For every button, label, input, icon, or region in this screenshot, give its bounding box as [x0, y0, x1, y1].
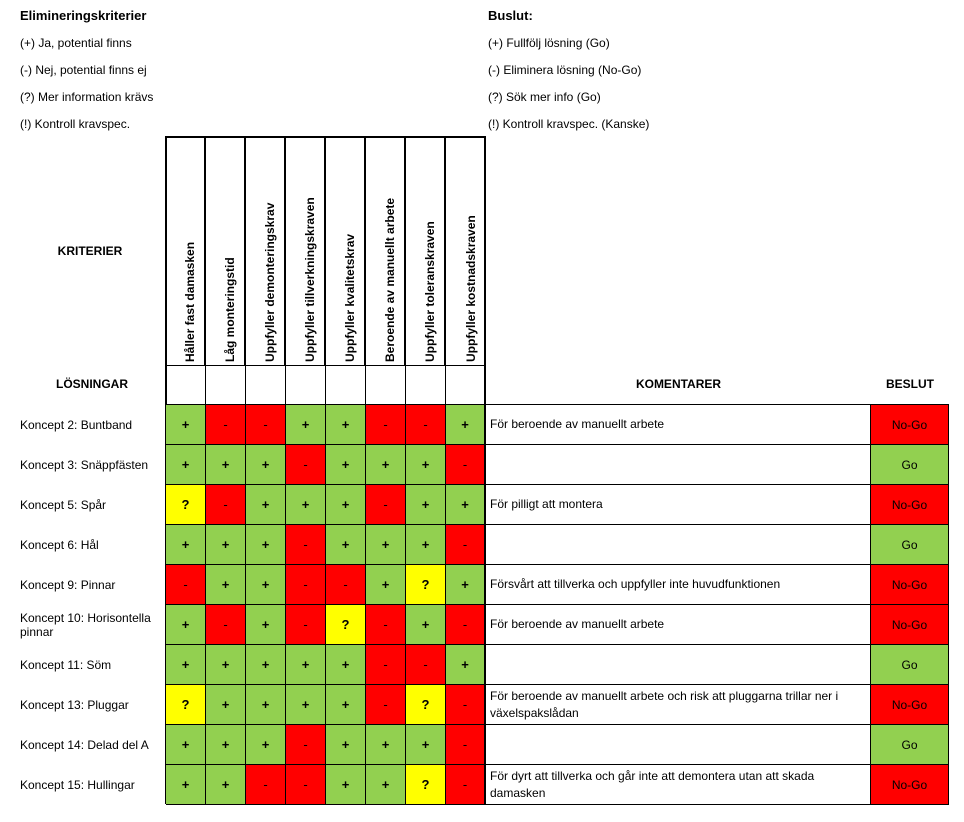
criterion-mark: + [286, 485, 326, 525]
comment-cell: För dyrt att tillverka och går inte att demontera utan att skada damasken [486, 765, 871, 805]
criterion-mark: + [246, 445, 286, 485]
criterion-mark: - [286, 445, 326, 485]
criterion-mark: ? [326, 605, 366, 645]
legend-item: (?) Sök mer info (Go) [488, 90, 601, 104]
criterion-mark: + [206, 565, 246, 605]
criterion-mark: + [326, 445, 366, 485]
criterion-mark: + [246, 645, 286, 685]
criterion-mark: - [206, 405, 246, 445]
decision-badge: No-Go [871, 765, 949, 805]
criterion-mark: + [326, 765, 366, 805]
criterion-mark: - [446, 445, 486, 485]
criterion-mark: - [366, 485, 406, 525]
komentarer-header: KOMENTARER [635, 377, 722, 391]
comment-cell [486, 525, 871, 565]
comment-cell [486, 445, 871, 485]
criterion-mark: - [286, 765, 326, 805]
criterion-mark: + [406, 485, 446, 525]
legend-item: (?) Mer information krävs [20, 90, 154, 104]
criterion-mark: + [446, 485, 486, 525]
criterion-mark: - [286, 725, 326, 765]
criterion-mark: + [366, 725, 406, 765]
solution-name: Koncept 9: Pinnar [20, 578, 116, 592]
criterion-mark: + [406, 725, 446, 765]
legend-title-decision: Buslut: [488, 8, 533, 23]
criterion-mark: + [366, 765, 406, 805]
criterion-mark: + [206, 685, 246, 725]
criterion-header [166, 137, 206, 366]
blank-cell [366, 366, 406, 404]
criterion-header [406, 137, 446, 366]
decision-badge: No-Go [871, 485, 949, 525]
criterion-label: Uppfyller demonteringskrav [263, 202, 277, 362]
criterion-mark: - [406, 645, 446, 685]
legend-item: (+) Fullfölj lösning (Go) [488, 36, 610, 50]
criterion-mark: + [166, 525, 206, 565]
criterion-label: Uppfyller kostnadskraven [464, 215, 478, 362]
comment-cell: För beroende av manuellt arbete [486, 605, 871, 645]
decision-badge: No-Go [871, 565, 949, 605]
criterion-mark: + [246, 685, 286, 725]
criterion-mark: + [206, 525, 246, 565]
criterion-mark: + [166, 765, 206, 805]
criterion-mark: - [206, 485, 246, 525]
criterion-mark: + [246, 485, 286, 525]
criterion-mark: + [206, 445, 246, 485]
criterion-mark: + [246, 725, 286, 765]
comment-cell [486, 725, 871, 765]
criterion-header [246, 137, 286, 366]
comment-cell [486, 645, 871, 685]
criterion-mark: - [366, 685, 406, 725]
criterion-mark: + [166, 445, 206, 485]
criterion-mark: - [166, 565, 206, 605]
criterion-mark: + [326, 525, 366, 565]
solution-name: Koncept 2: Buntband [20, 418, 133, 432]
criterion-mark: + [326, 725, 366, 765]
criterion-mark: - [446, 685, 486, 725]
criterion-header [206, 137, 246, 366]
criterion-mark: + [446, 565, 486, 605]
criterion-mark: ? [166, 485, 206, 525]
blank-cell [326, 366, 366, 404]
criterion-mark: + [166, 605, 206, 645]
decision-badge: No-Go [871, 605, 949, 645]
criterion-label: Beroende av manuellt arbete [383, 197, 397, 362]
criterion-mark: - [446, 525, 486, 565]
blank-cell [286, 366, 326, 404]
criterion-mark: + [446, 645, 486, 685]
criterion-header [286, 137, 326, 366]
criterion-mark: - [366, 605, 406, 645]
decision-badge: No-Go [871, 405, 949, 445]
losningar-header: LÖSNINGAR [56, 377, 128, 391]
kriterier-header: KRITERIER [57, 244, 123, 258]
solution-name: Koncept 11: Söm [20, 658, 112, 672]
criterion-mark: - [446, 605, 486, 645]
criterion-mark: - [446, 765, 486, 805]
criterion-header [366, 137, 406, 366]
criterion-mark: + [246, 525, 286, 565]
criterion-mark: - [446, 725, 486, 765]
legend-item: (!) Kontroll kravspec. [20, 117, 131, 131]
blank-cell [206, 366, 246, 404]
comment-cell: För beroende av manuellt arbete och risk att pluggarna trillar ner i växelspakslådan [486, 685, 871, 725]
criterion-mark: ? [406, 565, 446, 605]
decision-badge: Go [871, 445, 949, 485]
criterion-mark: + [246, 605, 286, 645]
criterion-mark: + [206, 765, 246, 805]
criterion-label: Håller fast damasken [183, 241, 197, 362]
comment-cell: För pilligt att montera [486, 485, 871, 525]
criterion-mark: + [166, 725, 206, 765]
criterion-mark: - [246, 405, 286, 445]
blank-cell [246, 366, 286, 404]
decision-badge: Go [871, 525, 949, 565]
criterion-label: Uppfyller tillverkningskraven [303, 197, 317, 362]
criterion-mark: + [366, 525, 406, 565]
criterion-mark: + [286, 645, 326, 685]
solution-name: Koncept 13: Pluggar [20, 698, 129, 712]
criterion-mark: - [286, 525, 326, 565]
criterion-mark: + [286, 405, 326, 445]
beslut-header: BESLUT [886, 377, 934, 391]
criterion-mark: + [366, 445, 406, 485]
solution-name: Koncept 6: Hål [20, 538, 99, 552]
criterion-mark: - [366, 405, 406, 445]
criterion-mark: + [406, 605, 446, 645]
criterion-mark: + [366, 565, 406, 605]
legend-item: (+) Ja, potential finns [20, 36, 132, 50]
criterion-mark: + [446, 405, 486, 445]
blank-cell [166, 366, 206, 404]
legend-item: (!) Kontroll kravspec. (Kanske) [488, 117, 650, 131]
criterion-mark: - [286, 605, 326, 645]
comment-cell: Försvårt att tillverka och uppfyller inte huvudfunktionen [486, 565, 871, 605]
criterion-mark: + [166, 405, 206, 445]
criterion-mark: - [326, 565, 366, 605]
solution-name: Koncept 10: Horisontella pinnar [20, 611, 151, 639]
criterion-mark: + [166, 645, 206, 685]
solution-name: Koncept 5: Spår [20, 498, 107, 512]
decision-badge: Go [871, 725, 949, 765]
criterion-mark: ? [406, 685, 446, 725]
criterion-mark: + [286, 685, 326, 725]
legend-item: (-) Eliminera lösning (No-Go) [488, 63, 642, 77]
criterion-label: Låg monteringstid [223, 257, 237, 362]
decision-badge: Go [871, 645, 949, 685]
criterion-mark: + [206, 645, 246, 685]
criterion-mark: + [406, 445, 446, 485]
solution-name: Koncept 3: Snäppfästen [20, 458, 149, 472]
criterion-mark: - [206, 605, 246, 645]
comment-cell: För beroende av manuellt arbete [486, 405, 871, 445]
blank-cell [446, 366, 486, 404]
criterion-header [326, 137, 366, 366]
criterion-mark: + [326, 485, 366, 525]
criterion-mark: + [326, 405, 366, 445]
decision-badge: No-Go [871, 685, 949, 725]
criterion-mark: + [326, 685, 366, 725]
solution-name: Koncept 14: Delad del A [20, 738, 149, 752]
criterion-mark: - [246, 765, 286, 805]
criterion-mark: + [206, 725, 246, 765]
criterion-label: Uppfyller kvalitetskrav [343, 233, 357, 362]
criterion-mark: + [326, 645, 366, 685]
criterion-mark: ? [166, 685, 206, 725]
legend-title-elimination: Elimineringskriterier [20, 8, 147, 23]
criterion-mark: ? [406, 765, 446, 805]
criterion-header [446, 137, 486, 366]
criterion-mark: - [286, 565, 326, 605]
criterion-mark: + [246, 565, 286, 605]
blank-cell [406, 366, 446, 404]
legend-item: (-) Nej, potential finns ej [20, 63, 147, 77]
criterion-mark: - [406, 405, 446, 445]
solution-name: Koncept 15: Hullingar [20, 778, 135, 792]
criterion-mark: - [366, 645, 406, 685]
criterion-mark: + [406, 525, 446, 565]
criterion-label: Uppfyller toleranskraven [423, 221, 437, 362]
